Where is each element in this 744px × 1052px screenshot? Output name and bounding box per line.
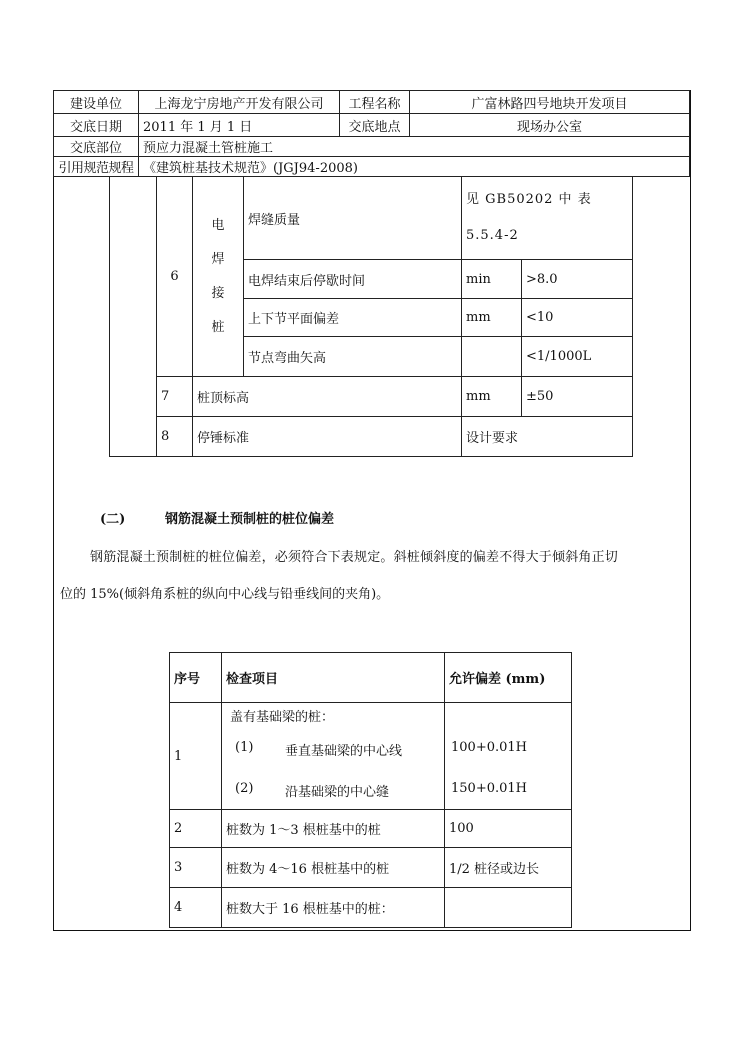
sub-no: (1) [235,740,254,755]
item-unit: mm [461,298,522,337]
sub-tolerance: 100+0.01H [451,740,527,755]
spec-label: 引用规范规程 [53,156,139,177]
project-label: 工程名称 [339,90,410,114]
item-no: 6 [156,176,193,377]
item-unit: mm [461,376,522,417]
header-item: 检查项目 [221,652,445,703]
section-number: (二) [100,512,126,527]
item-value: <10 [521,298,633,337]
item-unit [461,336,522,377]
row-no: 2 [169,809,222,848]
weld-group-char: 焊 [211,251,225,267]
blank-column [109,176,157,457]
item-name: 上下节平面偏差 [243,298,462,337]
sub-item: 沿基础梁的中心缝 [285,785,390,800]
item-value: <1/1000L [521,336,633,377]
place-label: 交底地点 [339,113,410,137]
row-no: 3 [169,847,222,888]
row-item: 桩数为 4～16 根桩基中的桩 [221,847,445,888]
sub-no: (2) [235,781,254,796]
item-name: 焊缝质量 [243,176,462,260]
date: 2011 年 1 月 1 日 [138,113,340,137]
row-no: 1 [169,702,222,810]
item-name: 电焊结束后停歇时间 [243,259,462,299]
item-name: 停锤标准 [192,416,462,457]
build-unit-label: 建设单位 [53,90,139,114]
item-value: ±50 [521,376,633,417]
item-value: 见 GB50202 中 表 5.5.4-2 [461,176,633,260]
build-unit: 上海龙宁房地产开发有限公司 [138,90,340,114]
sub-tolerance: 150+0.01H [451,781,527,796]
part: 预应力混凝土管桩施工 [138,136,690,157]
item-no: 8 [156,416,193,457]
weld-group-char: 接 [211,285,225,301]
paragraph-line: 钢筋混凝土预制桩的桩位偏差，必须符合下表规定。斜桩倾斜度的偏差不得大于倾斜角正切 [90,550,619,565]
sub-item: 垂直基础梁的中心线 [285,744,403,759]
item-unit: min [461,259,522,299]
item-name: 桩顶标高 [192,376,462,417]
project-name: 广富林路四号地块开发项目 [409,90,690,114]
weld-group-char: 电 [211,217,225,233]
place: 现场办公室 [409,113,690,137]
spec: 《建筑桩基技术规范》(JGJ94-2008) [138,156,690,177]
row-tolerance: 1/2 桩径或边长 [444,847,572,888]
row-no: 4 [169,887,222,928]
row-tolerance: 100 [444,809,572,848]
row-item: 桩数为 1～3 根桩基中的桩 [221,809,445,848]
item-no: 7 [156,376,193,417]
item-value: >8.0 [521,259,633,299]
row-tolerance [444,887,572,928]
section-heading: 钢筋混凝土预制桩的桩位偏差 [165,512,335,527]
paragraph-line: 位的 15%(倾斜角系桩的纵向中心线与铅垂线间的夹角)。 [60,587,390,602]
row-item: 桩数大于 16 根桩基中的桩： [221,887,445,928]
part-label: 交底部位 [53,136,139,157]
date-label: 交底日期 [53,113,139,137]
row-title: 盖有基础梁的桩： [230,710,335,725]
header-tolerance: 允许偏差 (mm) [444,652,572,703]
item-name: 节点弯曲矢高 [243,336,462,377]
item-value: 设计要求 [461,416,633,457]
weld-group-char: 桩 [211,319,225,335]
weld-group [192,176,244,377]
header-no: 序号 [169,652,222,703]
